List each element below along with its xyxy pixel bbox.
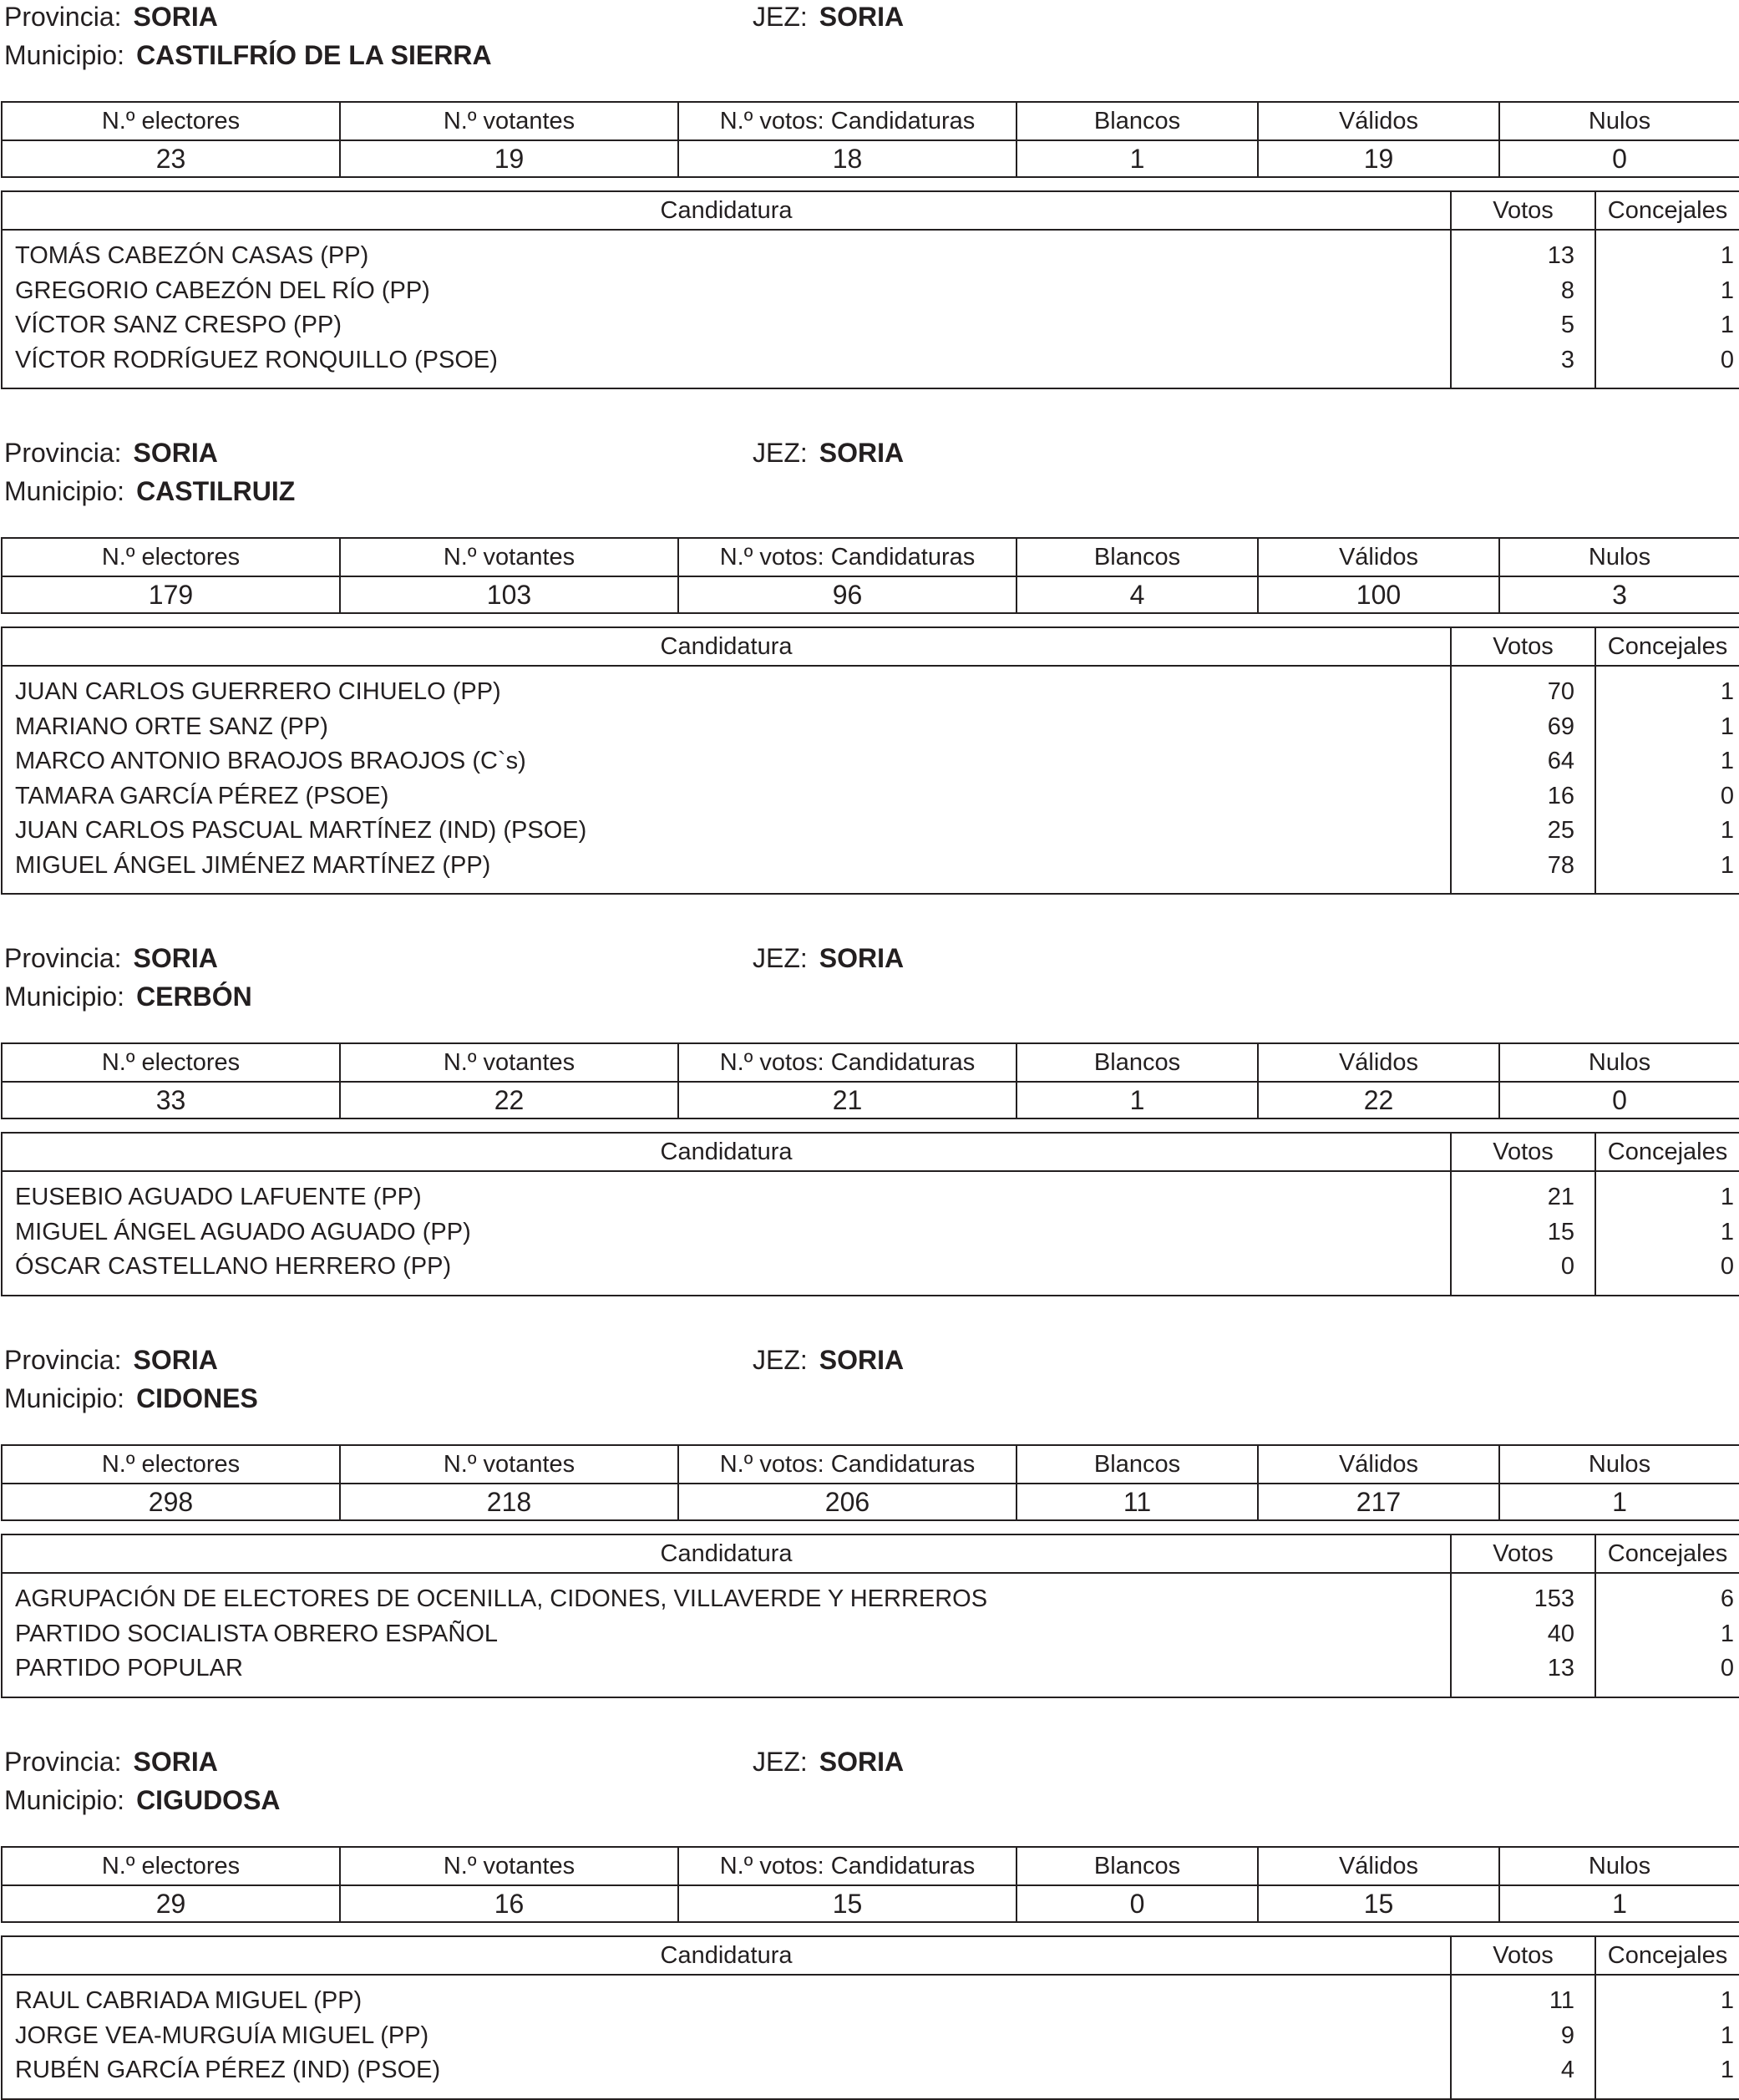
candidate-votos: 5 — [1560, 312, 1574, 338]
provincia-line — [4, 1345, 218, 1376]
votos-header: Votos — [1451, 191, 1595, 230]
summary-value-blancos: 1 — [1017, 1082, 1258, 1118]
candidate-votos-cell — [1451, 1975, 1595, 2099]
summary-value-validos: 22 — [1258, 1082, 1499, 1118]
candidate-name: MIGUEL ÁNGEL AGUADO AGUADO (PP) — [15, 1218, 471, 1245]
candidate-concejales: 0 — [1720, 1253, 1734, 1280]
jez-label: JEZ: — [753, 943, 808, 973]
candidate-concejales: 1 — [1720, 2057, 1734, 2083]
candidate-votos: 21 — [1547, 1184, 1574, 1210]
summary-value-electores: 179 — [2, 576, 340, 613]
candidate-name: MARCO ANTONIO BRAOJOS BRAOJOS (C`s) — [15, 748, 526, 774]
summary-header-votos_cand: N.º votos: Candidaturas — [678, 1043, 1017, 1082]
summary-header-votantes: N.º votantes — [340, 1847, 678, 1885]
candidate-concejales: 1 — [1720, 1184, 1734, 1210]
concejales-header: Concejales — [1595, 627, 1739, 666]
candidate-name: MIGUEL ÁNGEL JIMÉNEZ MARTÍNEZ (PP) — [15, 851, 491, 879]
candidate-votos-cell — [1451, 1573, 1595, 1697]
candidate-name: VÍCTOR RODRÍGUEZ RONQUILLO (PSOE) — [15, 346, 498, 373]
summary-value-electores: 298 — [2, 1484, 340, 1520]
provincia-value: SORIA — [133, 438, 218, 468]
candidate-votos: 9 — [1560, 2021, 1574, 2049]
summary-value-votantes: 16 — [340, 1885, 678, 1922]
summary-value-electores: 29 — [2, 1885, 340, 1922]
candidate-votos: 13 — [1547, 242, 1574, 269]
municipio-value: CIGUDOSA — [136, 1785, 281, 1815]
summary-value-validos: 19 — [1258, 140, 1499, 177]
candidate-concejales: 1 — [1720, 276, 1734, 304]
candidate-concejales: 1 — [1720, 748, 1734, 774]
summary-value-votos_cand: 15 — [678, 1885, 1017, 1922]
summary-header-votantes: N.º votantes — [340, 1445, 678, 1484]
summary-value-nulos: 1 — [1499, 1484, 1739, 1520]
candidate-concejales: 1 — [1720, 1620, 1734, 1647]
provincia-value: SORIA — [133, 943, 218, 973]
municipio-line — [4, 982, 252, 1012]
summary-header-nulos: Nulos — [1499, 538, 1739, 576]
summary-table — [1, 1444, 1739, 1521]
summary-header-nulos: Nulos — [1499, 102, 1739, 140]
summary-header-electores: N.º electores — [2, 1043, 340, 1082]
summary-value-blancos: 11 — [1017, 1484, 1258, 1520]
candidate-concejales-cell — [1595, 1573, 1739, 1697]
municipio-label: Municipio: — [4, 982, 125, 1012]
jez-value: SORIA — [819, 943, 905, 973]
jez-line — [753, 1345, 904, 1376]
candidate-votos-cell — [1451, 666, 1595, 894]
summary-table — [1, 537, 1739, 614]
candidate-concejales-cell — [1595, 666, 1739, 894]
candidate-concejales: 1 — [1720, 1218, 1734, 1245]
provincia-label: Provincia: — [4, 438, 122, 468]
provincia-value: SORIA — [133, 1345, 218, 1375]
candidate-name: EUSEBIO AGUADO LAFUENTE (PP) — [15, 1184, 422, 1210]
provincia-value: SORIA — [133, 1747, 218, 1777]
candidate-name: TOMÁS CABEZÓN CASAS (PP) — [15, 242, 369, 269]
candidate-name: PARTIDO POPULAR — [15, 1655, 243, 1682]
jez-value: SORIA — [819, 438, 905, 468]
summary-header-nulos: Nulos — [1499, 1847, 1739, 1885]
candidate-votos-cell — [1451, 1171, 1595, 1296]
candidate-name: TAMARA GARCÍA PÉREZ (PSOE) — [15, 782, 389, 809]
votos-header: Votos — [1451, 1534, 1595, 1573]
candidate-concejales-cell — [1595, 1171, 1739, 1296]
summary-header-validos: Válidos — [1258, 538, 1499, 576]
summary-header-votos_cand: N.º votos: Candidaturas — [678, 1445, 1017, 1484]
provincia-label: Provincia: — [4, 943, 122, 973]
summary-value-votantes: 19 — [340, 140, 678, 177]
summary-header-electores: N.º electores — [2, 538, 340, 576]
candidates-table — [1, 626, 1739, 895]
candidates-table — [1, 1132, 1739, 1296]
votos-header: Votos — [1451, 1133, 1595, 1171]
summary-value-votos_cand: 206 — [678, 1484, 1017, 1520]
candidate-concejales: 0 — [1720, 1655, 1734, 1682]
municipio-line — [4, 1785, 281, 1816]
concejales-header: Concejales — [1595, 1534, 1739, 1573]
candidate-votos: 40 — [1547, 1620, 1574, 1647]
summary-header-votos_cand: N.º votos: Candidaturas — [678, 538, 1017, 576]
municipio-value: CASTILRUIZ — [136, 476, 296, 506]
candidate-votos: 15 — [1547, 1218, 1574, 1245]
jez-value: SORIA — [819, 1747, 905, 1777]
candidate-concejales-cell — [1595, 1975, 1739, 2099]
municipio-label: Municipio: — [4, 40, 125, 70]
summary-value-validos: 15 — [1258, 1885, 1499, 1922]
candidate-concejales: 1 — [1720, 713, 1734, 740]
candidate-name: JUAN CARLOS GUERRERO CIHUELO (PP) — [15, 678, 501, 705]
summary-value-votos_cand: 18 — [678, 140, 1017, 177]
summary-header-electores: N.º electores — [2, 1847, 340, 1885]
summary-header-votos_cand: N.º votos: Candidaturas — [678, 102, 1017, 140]
summary-value-votos_cand: 96 — [678, 576, 1017, 613]
candidate-name: JORGE VEA-MURGUÍA MIGUEL (PP) — [15, 2021, 429, 2049]
candidate-votos: 70 — [1547, 678, 1574, 705]
candidate-name: GREGORIO CABEZÓN DEL RÍO (PP) — [15, 276, 430, 304]
summary-value-blancos: 1 — [1017, 140, 1258, 177]
jez-line — [753, 943, 904, 974]
summary-header-votos_cand: N.º votos: Candidaturas — [678, 1847, 1017, 1885]
municipio-value: CERBÓN — [136, 982, 252, 1012]
candidate-votos: 25 — [1547, 817, 1574, 844]
summary-value-electores: 33 — [2, 1082, 340, 1118]
jez-label: JEZ: — [753, 1747, 808, 1777]
candidate-concejales: 1 — [1720, 851, 1734, 879]
summary-header-validos: Válidos — [1258, 1043, 1499, 1082]
summary-header-votantes: N.º votantes — [340, 538, 678, 576]
provincia-line — [4, 943, 218, 974]
summary-header-validos: Válidos — [1258, 1445, 1499, 1484]
candidate-name: JUAN CARLOS PASCUAL MARTÍNEZ (IND) (PSOE) — [15, 817, 587, 844]
jez-value: SORIA — [819, 1345, 905, 1375]
candidate-names-cell — [2, 1171, 1451, 1296]
candidate-concejales: 1 — [1720, 1987, 1734, 2014]
summary-value-votantes: 22 — [340, 1082, 678, 1118]
provincia-label: Provincia: — [4, 1345, 122, 1375]
candidatura-header: Candidatura — [2, 1936, 1451, 1975]
municipio-line — [4, 40, 492, 71]
summary-value-blancos: 0 — [1017, 1885, 1258, 1922]
municipio-line — [4, 1383, 258, 1414]
summary-value-votos_cand: 21 — [678, 1082, 1017, 1118]
summary-header-blancos: Blancos — [1017, 538, 1258, 576]
summary-value-blancos: 4 — [1017, 576, 1258, 613]
provincia-line — [4, 2, 218, 33]
candidate-concejales: 1 — [1720, 242, 1734, 269]
summary-value-electores: 23 — [2, 140, 340, 177]
municipio-label: Municipio: — [4, 1383, 125, 1413]
jez-value: SORIA — [819, 2, 905, 32]
candidate-concejales: 1 — [1720, 2021, 1734, 2049]
summary-header-nulos: Nulos — [1499, 1445, 1739, 1484]
candidate-name: RAUL CABRIADA MIGUEL (PP) — [15, 1987, 363, 2014]
jez-label: JEZ: — [753, 2, 808, 32]
candidate-votos: 13 — [1547, 1655, 1574, 1682]
summary-table — [1, 1042, 1739, 1119]
candidate-votos: 11 — [1549, 1987, 1574, 2014]
candidate-name: ÓSCAR CASTELLANO HERRERO (PP) — [15, 1253, 452, 1280]
summary-header-blancos: Blancos — [1017, 1445, 1258, 1484]
candidate-name: MARIANO ORTE SANZ (PP) — [15, 713, 328, 740]
candidate-votos: 0 — [1560, 1253, 1574, 1280]
summary-table — [1, 101, 1739, 178]
summary-header-electores: N.º electores — [2, 1445, 340, 1484]
candidate-concejales: 1 — [1720, 817, 1734, 844]
candidate-names-cell — [2, 1975, 1451, 2099]
summary-value-nulos: 3 — [1499, 576, 1739, 613]
municipio-value: CASTILFRÍO DE LA SIERRA — [136, 40, 492, 70]
summary-value-votantes: 218 — [340, 1484, 678, 1520]
candidatura-header: Candidatura — [2, 627, 1451, 666]
summary-value-votantes: 103 — [340, 576, 678, 613]
municipio-label: Municipio: — [4, 476, 125, 506]
provincia-line — [4, 1747, 218, 1778]
summary-value-nulos: 0 — [1499, 140, 1739, 177]
jez-line — [753, 2, 904, 33]
candidate-votos: 8 — [1560, 276, 1574, 304]
provincia-label: Provincia: — [4, 2, 122, 32]
summary-header-validos: Válidos — [1258, 1847, 1499, 1885]
candidate-names-cell — [2, 230, 1451, 388]
candidatura-header: Candidatura — [2, 1534, 1451, 1573]
jez-label: JEZ: — [753, 438, 808, 468]
candidate-names-cell — [2, 666, 1451, 894]
summary-header-electores: N.º electores — [2, 102, 340, 140]
municipio-value: CIDONES — [136, 1383, 258, 1413]
candidate-votos: 3 — [1560, 346, 1574, 373]
jez-label: JEZ: — [753, 1345, 808, 1375]
jez-line — [753, 438, 904, 469]
candidate-votos-cell — [1451, 230, 1595, 388]
candidate-votos: 4 — [1560, 2057, 1574, 2083]
votos-header: Votos — [1451, 1936, 1595, 1975]
provincia-label: Provincia: — [4, 1747, 122, 1777]
concejales-header: Concejales — [1595, 1936, 1739, 1975]
candidate-votos: 69 — [1547, 713, 1574, 740]
provincia-line — [4, 438, 218, 469]
candidate-name: RUBÉN GARCÍA PÉREZ (IND) (PSOE) — [15, 2057, 441, 2083]
summary-header-blancos: Blancos — [1017, 102, 1258, 140]
candidatura-header: Candidatura — [2, 191, 1451, 230]
votos-header: Votos — [1451, 627, 1595, 666]
candidate-concejales: 1 — [1720, 678, 1734, 705]
candidate-concejales-cell — [1595, 230, 1739, 388]
candidates-table — [1, 190, 1739, 389]
candidate-names-cell — [2, 1573, 1451, 1697]
candidate-concejales: 0 — [1720, 782, 1734, 809]
summary-value-nulos: 0 — [1499, 1082, 1739, 1118]
summary-header-votantes: N.º votantes — [340, 102, 678, 140]
summary-header-blancos: Blancos — [1017, 1043, 1258, 1082]
municipio-label: Municipio: — [4, 1785, 125, 1815]
candidates-table — [1, 1534, 1739, 1698]
summary-header-votantes: N.º votantes — [340, 1043, 678, 1082]
concejales-header: Concejales — [1595, 1133, 1739, 1171]
candidate-name: AGRUPACIÓN DE ELECTORES DE OCENILLA, CIDONES, VILLAVERDE Y HERREROS — [15, 1585, 988, 1612]
candidates-table — [1, 1935, 1739, 2100]
candidatura-header: Candidatura — [2, 1133, 1451, 1171]
summary-header-nulos: Nulos — [1499, 1043, 1739, 1082]
concejales-header: Concejales — [1595, 191, 1739, 230]
candidate-concejales: 0 — [1720, 346, 1734, 373]
summary-table — [1, 1846, 1739, 1923]
summary-value-validos: 217 — [1258, 1484, 1499, 1520]
candidate-name: PARTIDO SOCIALISTA OBRERO ESPAÑOL — [15, 1620, 499, 1647]
jez-line — [753, 1747, 904, 1778]
candidate-concejales: 6 — [1720, 1585, 1734, 1612]
candidate-votos: 78 — [1547, 851, 1574, 879]
summary-value-nulos: 1 — [1499, 1885, 1739, 1922]
summary-header-blancos: Blancos — [1017, 1847, 1258, 1885]
candidate-votos: 64 — [1547, 748, 1574, 774]
candidate-concejales: 1 — [1720, 312, 1734, 338]
candidate-name: VÍCTOR SANZ CRESPO (PP) — [15, 312, 342, 338]
provincia-value: SORIA — [133, 2, 218, 32]
summary-header-validos: Válidos — [1258, 102, 1499, 140]
candidate-votos: 153 — [1534, 1585, 1574, 1612]
municipio-line — [4, 476, 295, 507]
summary-value-validos: 100 — [1258, 576, 1499, 613]
candidate-votos: 16 — [1547, 782, 1574, 809]
